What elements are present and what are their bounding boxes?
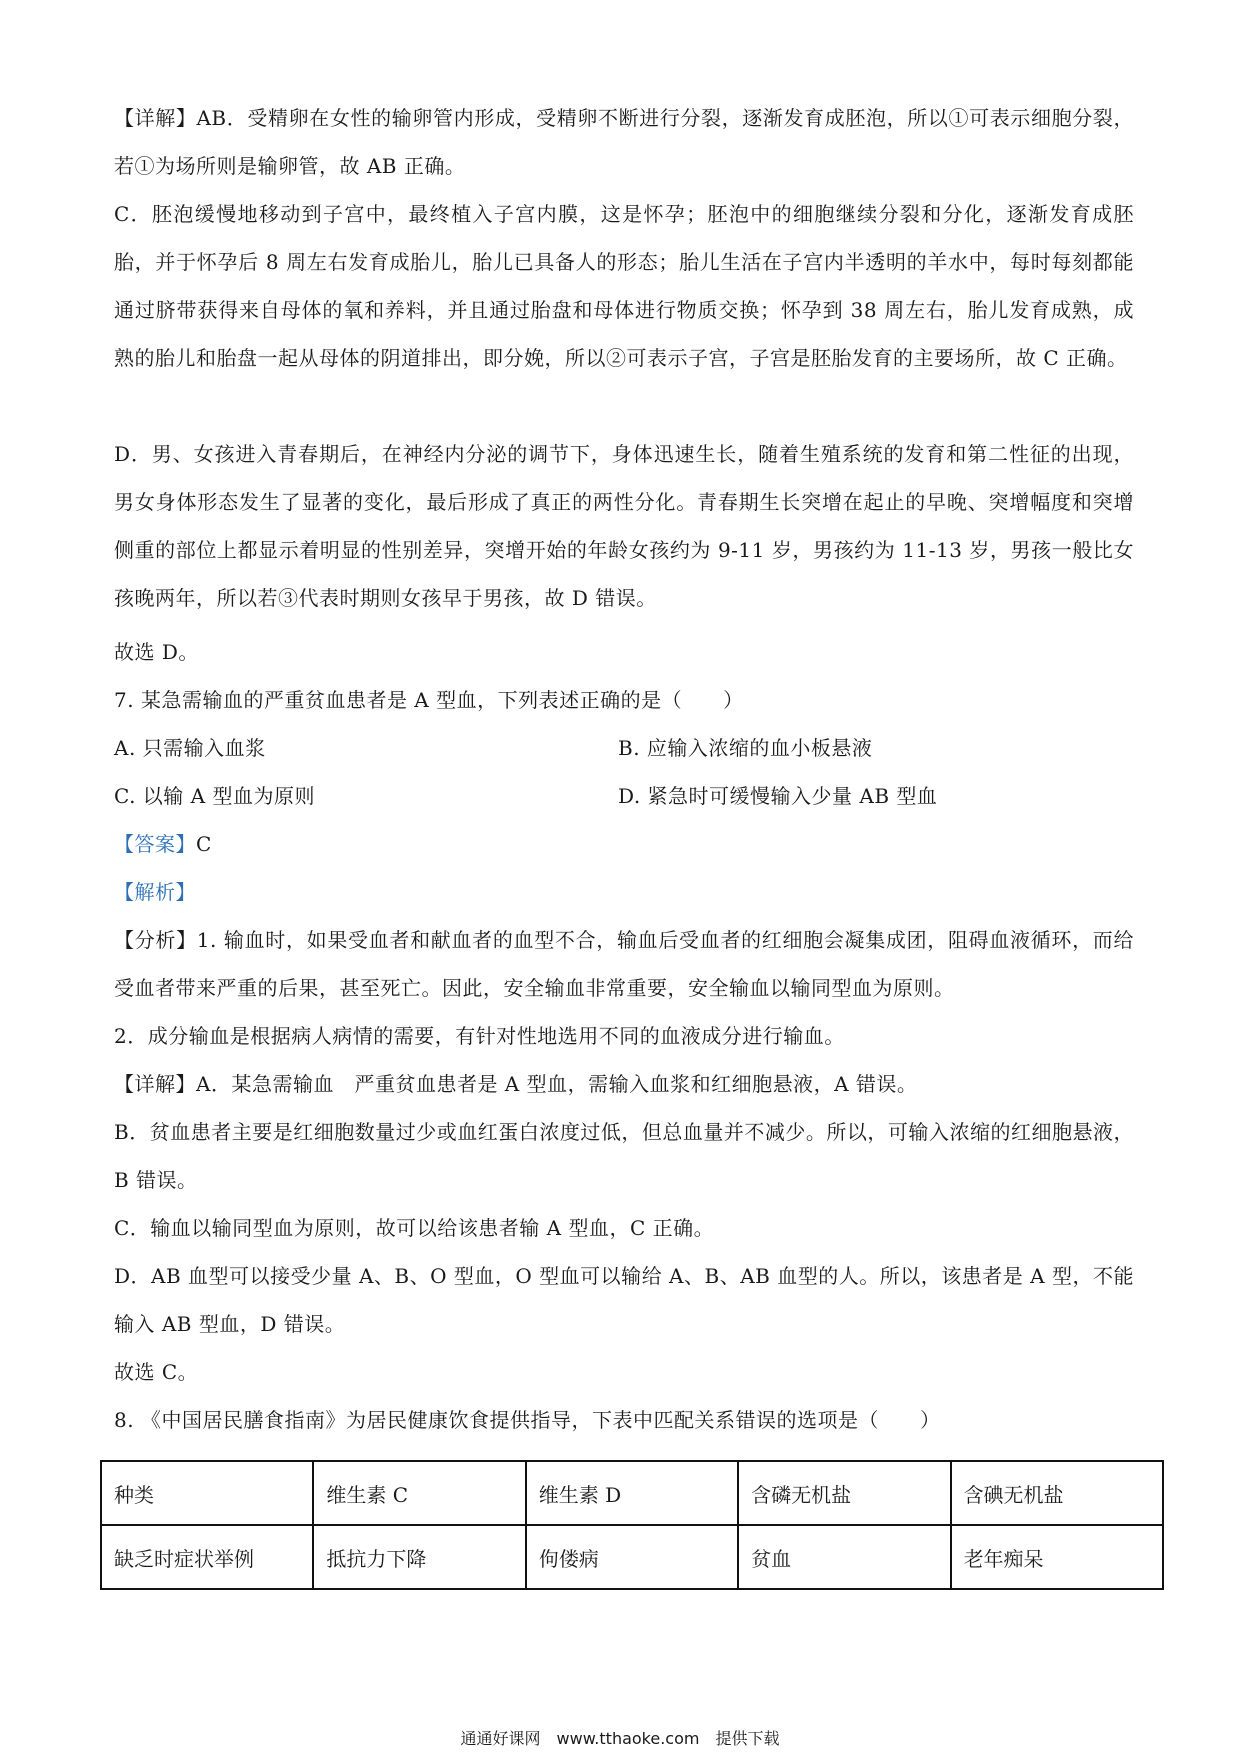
table-cell: 种类 [101,1461,313,1525]
q7-choose-c: 故选 C。 [114,1360,199,1384]
table-cell: 含磷无机盐 [738,1461,950,1525]
question-7-stem: 7. 某急需输血的严重贫血患者是 A 型血，下列表述正确的是（ ） [114,688,744,712]
paragraph-choose-d: 故选 D。 [114,640,199,664]
q7-detail-d: D．AB 血型可以接受少量 A、B、O 型血，O 型血可以输给 A、B、AB 血型的人。所以，该患者是 A 型，不能输入 AB 型血，D 错误。 [114,1264,1134,1336]
table-cell: 维生素 C [313,1461,525,1525]
table-cell: 抵抗力下降 [313,1525,525,1589]
paragraph-detail-ab: 【详解】AB．受精卵在女性的输卵管内形成，受精卵不断进行分裂，逐渐发育成胚泡，所以①可表示细胞分裂，若①为场所则是输卵管，故 AB 正确。 [114,106,1134,178]
q7-analysis-2: 2．成分输血是根据病人病情的需要，有针对性地选用不同的血液成分进行输血。 [114,1024,845,1048]
table-cell: 贫血 [738,1525,950,1589]
paragraph-detail-c: C．胚泡缓慢地移动到子宫中，最终植入子宫内膜，这是怀孕；胚泡中的细胞继续分裂和分化，逐渐发育成胚胎，并于怀孕后 8 周左右发育成胎儿，胎儿已具备人的形态；胎儿生活在子宫内半透明的羊水中，每时每刻都能通过脐带获得来自母体的氧和养料，并且通过胎盘和母体进行物质交换；怀孕到 38 周左右，胎儿发育成熟，成熟的胎儿和胎盘一起从母体的阴道排出，即分娩，所以②可表示子宫，子宫是胚胎发育的主要场所，故 C 正确。 [114,202,1134,370]
table-cell: 含碘无机盐 [951,1461,1163,1525]
q7-analysis-1: 【分析】1. 输血时，如果受血者和献血者的血型不合，输血后受血者的红细胞会凝集成团，阻碍血液循环，而给受血者带来严重的后果，甚至死亡。因此，安全输血非常重要，安全输血以输同型血为原则。 [114,928,1134,1000]
q7-option-a: A. 只需输入血浆 [114,736,266,760]
table-cell: 缺乏时症状举例 [101,1525,313,1589]
nutrition-table [100,1460,1164,1590]
answer-value: C [196,832,212,856]
q7-option-d: D. 紧急时可缓慢输入少量 AB 型血 [618,784,938,808]
q7-answer-line [114,820,1134,868]
q7-option-b: B. 应输入浓缩的血小板悬液 [618,736,873,760]
table-row [101,1461,1163,1525]
q7-detail-c: C．输血以输同型血为原则，故可以给该患者输 A 型血，C 正确。 [114,1216,715,1240]
q7-detail-b: B．贫血患者主要是红细胞数量过少或血红蛋白浓度过低，但总血量并不减少。所以，可输入浓缩的红细胞悬液，B 错误。 [114,1120,1134,1192]
q7-detail-a: 【详解】A．某急需输血 严重贫血患者是 A 型血，需输入血浆和红细胞悬液，A 错误。 [114,1072,918,1096]
page-footer: 通通好课网 www.tthaoke.com 提供下载 [460,1729,780,1748]
table-cell: 佝偻病 [526,1525,738,1589]
table-cell: 维生素 D [526,1461,738,1525]
q7-option-c: C. 以输 A 型血为原则 [114,784,315,808]
table-cell: 老年痴呆 [951,1525,1163,1589]
paragraph-detail-d: D．男、女孩进入青春期后，在神经内分泌的调节下，身体迅速生长，随着生殖系统的发育和第二性征的出现，男女身体形态发生了显著的变化，最后形成了真正的两性分化。青春期生长突增在起止的早晚、突增幅度和突增侧重的部位上都显示着明显的性别差异，突增开始的年龄女孩约为 9-11 岁，男孩约为 11-13 岁，男孩一般比女孩晚两年，所以若③代表时期则女孩早于男孩，故 D 错误。 [114,442,1134,610]
analysis-tag: 【解析】 [114,880,196,904]
answer-tag: 【答案】 [114,832,196,856]
question-8-stem: 8. 《中国居民膳食指南》为居民健康饮食提供指导，下表中匹配关系错误的选项是（ ） [114,1408,941,1432]
table-row [101,1525,1163,1589]
